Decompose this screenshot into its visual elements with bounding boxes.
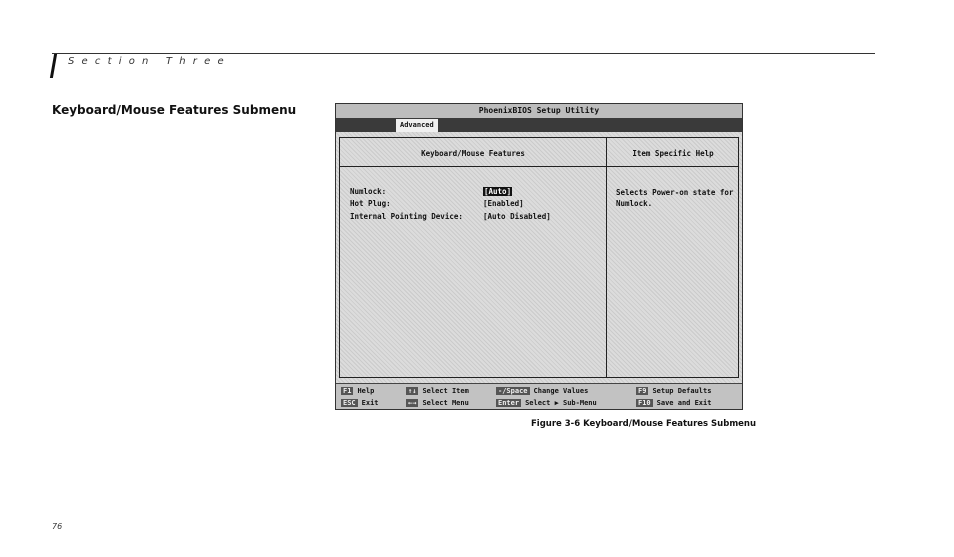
key-legend-item: F10 Save and Exit xyxy=(638,399,712,407)
field-value-internal-pointing-device[interactable]: [Auto Disabled] xyxy=(483,212,551,221)
header-tick-mark xyxy=(50,54,57,78)
page-heading: Keyboard/Mouse Features Submenu xyxy=(52,103,297,117)
section-label: Section Three xyxy=(68,56,231,67)
page-number: 76 xyxy=(52,522,63,531)
panel-divider-horizontal xyxy=(340,166,738,167)
bios-menu-tab-advanced[interactable]: Advanced xyxy=(396,119,438,132)
key-legend-item: ↑↓ Select Item xyxy=(408,387,469,395)
key-legend-item: ESC Exit xyxy=(343,399,379,407)
key-legend-item: F1 Help xyxy=(343,387,375,395)
left-panel-title: Keyboard/Mouse Features xyxy=(421,149,525,158)
right-panel-title: Item Specific Help xyxy=(632,149,714,158)
key-legend-item: ←→ Select Menu xyxy=(408,399,469,407)
bios-title-bar: PhoenixBIOS Setup Utility xyxy=(336,104,742,118)
field-value-hot-plug[interactable]: [Enabled] xyxy=(483,199,524,208)
key-legend-item: F9 Setup Defaults xyxy=(638,387,712,395)
bios-screenshot-figure xyxy=(335,103,743,410)
header-rule xyxy=(52,53,875,54)
field-value-numlock[interactable]: [Auto] xyxy=(484,187,512,196)
key-legend-item: -/Space Change Values xyxy=(498,387,589,395)
help-text: Selects Power-on state for Numlock. xyxy=(616,188,734,208)
bios-main-frame xyxy=(339,137,739,378)
field-label-numlock: Numlock: xyxy=(350,187,387,196)
panel-divider-vertical xyxy=(606,138,607,377)
field-label-internal-pointing-device: Internal Pointing Device: xyxy=(350,212,463,221)
key-legend-item: Enter Select ▶ Sub-Menu xyxy=(498,399,597,407)
bios-menu-bar xyxy=(336,118,742,132)
field-label-hot-plug: Hot Plug: xyxy=(350,199,391,208)
bios-key-legend xyxy=(336,383,742,410)
figure-caption: Figure 3-6 Keyboard/Mouse Features Submenu xyxy=(531,419,757,429)
